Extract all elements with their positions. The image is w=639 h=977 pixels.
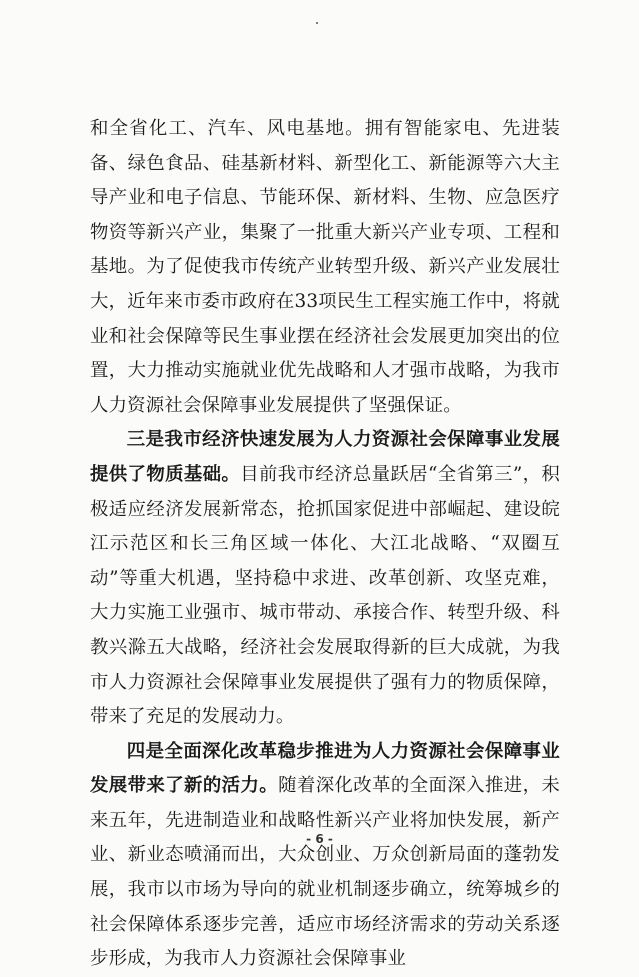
paragraph-2-body: 目前我市经济总量跃居“全省第三”，积极适应经济发展新常态，抢抓国家促进中部崛起、建设皖江示范区和长三角区域一体化、大江北战略、“双圈互动”等重大机遇，坚持稳中求进、改革创新、攻坚克难，大力实施工业强市、城市带动、承接合作、转型升级、科教兴滁五大战略，经济社会发展取得新的巨大成就，为我市人力资源社会保障事业发展提供了强有力的物质保障，带来了充足的发展动力。 xyxy=(90,463,560,728)
page-number: - 6 - xyxy=(306,832,333,846)
paragraph-1 xyxy=(90,112,560,423)
paragraph-2 xyxy=(90,423,560,734)
paragraph-3-body: 随着深化改革的全面深入推进，未来五年，先进制造业和战略性新兴产业将加快发展，新产业、新业态喷涌而出，大众创业、万众创新局面的蓬勃发展，我市以市场为导向的就业机制逐步确立，统筹城乡的社会保障体系逐步完善，适应市场经济需求的劳动关系逐步形成，为我市人力资源社会保障事业 xyxy=(90,775,560,970)
body-text xyxy=(90,112,560,977)
paragraph-3-lead: 四是全面深化改革稳步推进为人力资源社会保障事业发展带来了新的活力。 xyxy=(90,740,560,797)
paragraph-1-body: 和全省化工、汽车、风电基地。拥有智能家电、先进装备、绿色食品、硅基新材料、新型化工、新能源等六大主导产业和电子信息、节能环保、新材料、生物、应急医疗物资等新兴产业，集聚了一批重大新兴产业专项、工程和基地。为了促使我市传统产业转型升级、新兴产业发展壮大，近年来市委市政府在33项民生工程实施工作中，将就业和社会保障等民生事业摆在经济社会发展更加突出的位置，大力推动实施就业优先战略和人才强市战略，为我市人力资源社会保障事业发展提供了坚强保证。 xyxy=(90,118,560,416)
scan-mark xyxy=(316,22,318,24)
paragraph-2-lead: 三是我市经济快速发展为人力资源社会保障事业发展提供了物质基础。 xyxy=(90,429,560,485)
paragraph-3 xyxy=(90,735,560,977)
